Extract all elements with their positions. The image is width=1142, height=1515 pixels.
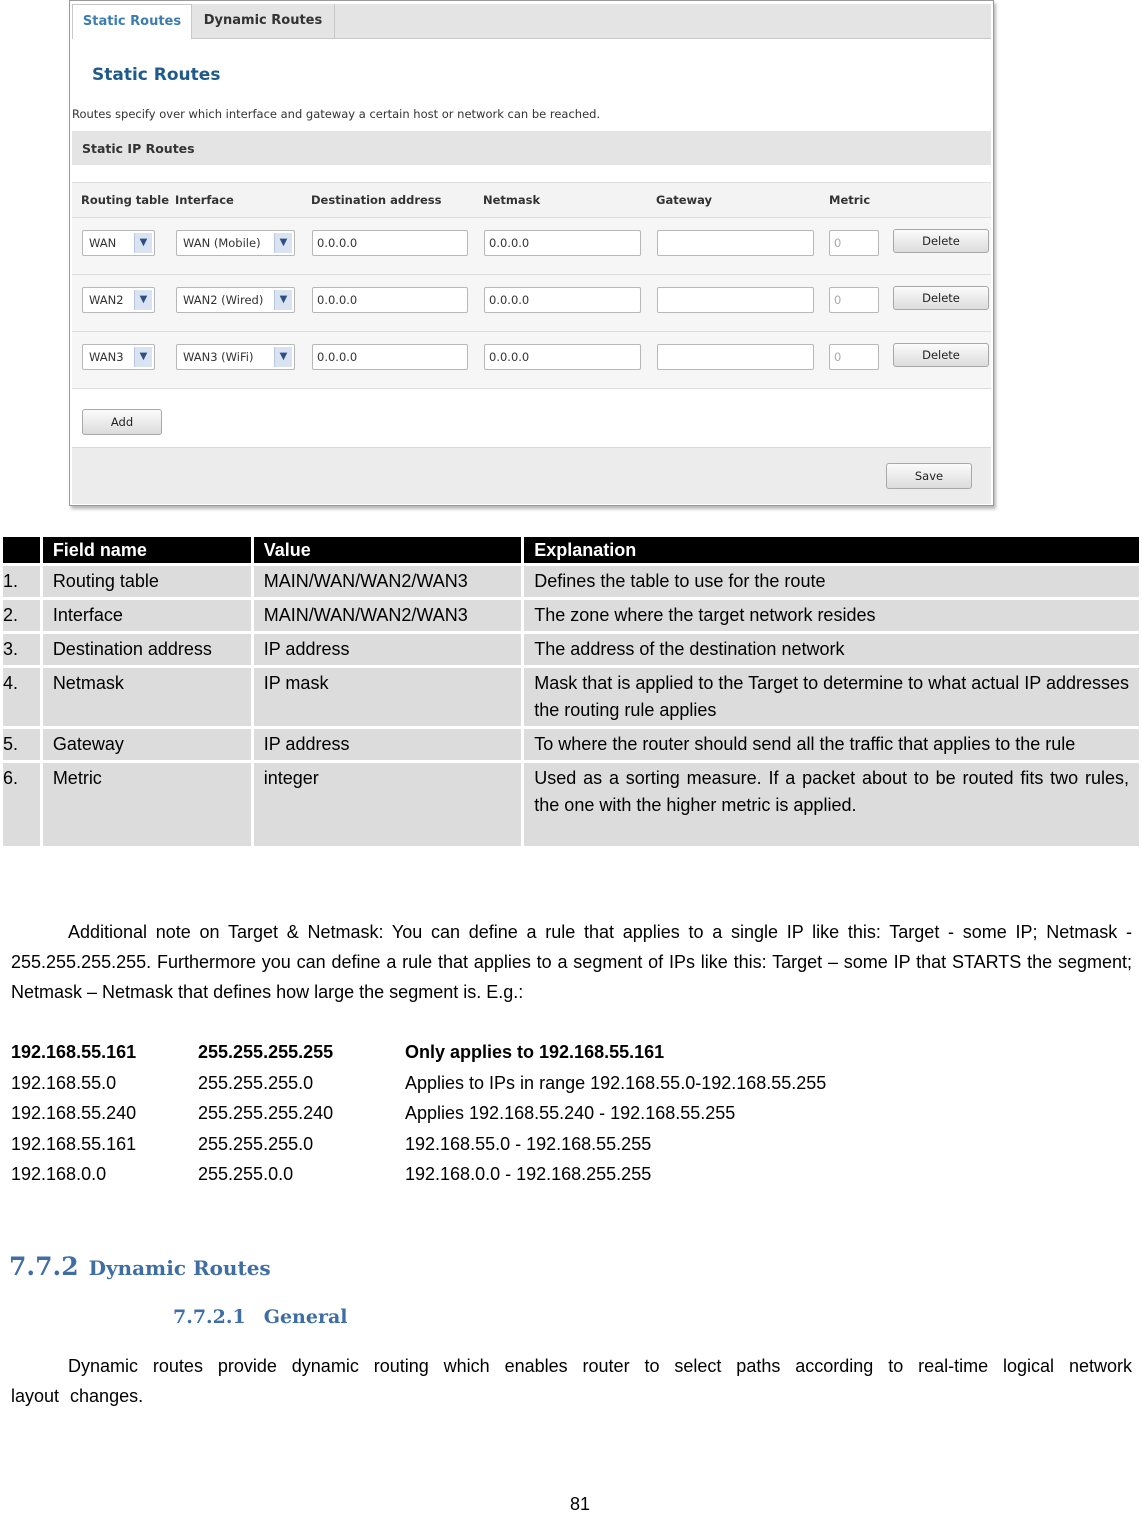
example-result: 192.168.55.0 - 192.168.55.255: [405, 1133, 652, 1154]
general-paragraph: Dynamic routes provide dynamic routing which enables router to select paths according to real-time logical network layout changes.: [11, 1356, 1132, 1406]
field-value: integer: [254, 763, 522, 846]
list-item: [11, 1129, 1111, 1160]
table-row: [3, 763, 1139, 846]
field-name: Metric: [43, 763, 251, 846]
field-explanation: The address of the destination network: [524, 634, 1139, 665]
row-number: 5.: [3, 729, 40, 760]
example-netmask: 255.255.255.240: [198, 1103, 334, 1123]
column-header: Gateway: [656, 193, 713, 207]
netmask-input[interactable]: 0.0.0.0: [484, 344, 641, 370]
delete-button[interactable]: Delete: [893, 229, 989, 253]
metric-input[interactable]: 0: [829, 230, 879, 256]
routing-table-value: WAN3: [89, 350, 124, 364]
field-explanation: Mask that is applied to the Target to determine to what actual IP addresses the routing rule applies: [524, 668, 1139, 726]
table-row: [3, 600, 1139, 631]
row-number: 6.: [3, 763, 40, 846]
tab-bar: [72, 4, 991, 39]
example-result: 192.168.0.0 - 192.168.255.255: [405, 1164, 652, 1184]
chevron-down-icon: ▼: [274, 290, 292, 310]
routing-table-value: WAN2: [89, 293, 124, 307]
column-header: Metric: [829, 193, 871, 207]
row-number: 3.: [3, 634, 40, 665]
field-value: IP mask: [254, 668, 522, 726]
tab-dynamic-routes[interactable]: Dynamic Routes: [192, 4, 335, 38]
column-header: Explanation: [524, 537, 1139, 563]
field-name: Interface: [43, 600, 251, 631]
column-header: Field name: [43, 537, 251, 563]
netmask-input[interactable]: 0.0.0.0: [484, 230, 641, 256]
example-result: Only applies to 192.168.55.161: [405, 1042, 665, 1062]
interface-select[interactable]: [176, 230, 295, 256]
routing-table-select[interactable]: [82, 230, 155, 256]
field-name: Destination address: [43, 634, 251, 665]
examples-list: [11, 1037, 1111, 1190]
field-explanation: The zone where the target network resides: [524, 600, 1139, 631]
example-target: 192.168.0.0: [11, 1164, 107, 1184]
field-value: MAIN/WAN/WAN2/WAN3: [254, 600, 522, 631]
interface-value: WAN3 (WiFi): [183, 350, 254, 364]
example-target: 192.168.55.161: [11, 1042, 137, 1062]
example-netmask: 255.255.255.255: [198, 1042, 334, 1062]
page-description: Routes specify over which interface and gateway a certain host or network can be reached.: [72, 107, 601, 121]
chevron-down-icon: ▼: [134, 347, 152, 367]
gateway-input[interactable]: [657, 344, 814, 370]
netmask-note: Additional note on Target & Netmask: You can define a rule that applies to a single IP like this: Target - some IP; Netmask - 255.255.255.255. Furthermore you can define a rule that applies to a segment of IPs like this: Target – some IP that STARTS the segment; Netmask – Netmask that defines how large the segment is. E.g.:: [11, 922, 1132, 1002]
destination-input[interactable]: 0.0.0.0: [312, 344, 468, 370]
add-button[interactable]: Add: [82, 409, 162, 435]
table-row: [3, 729, 1139, 760]
section-title: Dynamic Routes: [88, 1256, 271, 1280]
routing-table-value: WAN: [89, 236, 117, 250]
interface-select[interactable]: [176, 287, 295, 313]
field-explanation: Used as a sorting measure. If a packet about to be routed fits two rules, the one with the higher metric is applied.: [524, 763, 1139, 846]
subsection-heading: [173, 1306, 348, 1328]
subsection-title: General: [263, 1306, 348, 1328]
example-target: 192.168.55.161: [11, 1133, 137, 1154]
example-netmask: 255.255.0.0: [198, 1164, 294, 1184]
table-row: [72, 275, 991, 332]
chevron-down-icon: ▼: [274, 347, 292, 367]
table-row: [3, 668, 1139, 726]
column-header: Value: [254, 537, 522, 563]
table-header-row: [3, 537, 1139, 563]
page-number: 81: [569, 1494, 591, 1514]
example-result: Applies 192.168.55.240 - 192.168.55.255: [405, 1103, 736, 1123]
field-explanation: Defines the table to use for the route: [524, 566, 1139, 597]
static-routes-screenshot: [69, 0, 994, 506]
example-target: 192.168.55.0: [11, 1072, 117, 1093]
netmask-input[interactable]: 0.0.0.0: [484, 287, 641, 313]
row-number: 4.: [3, 668, 40, 726]
list-item: [11, 1159, 1111, 1190]
example-target: 192.168.55.240: [11, 1103, 137, 1123]
chevron-down-icon: ▼: [274, 233, 292, 253]
routing-table-select[interactable]: [82, 344, 155, 370]
save-button[interactable]: Save: [886, 463, 972, 489]
subsection-number: 7.7.2.1: [173, 1306, 246, 1328]
section-heading: [9, 1252, 271, 1281]
footer-bar: [72, 447, 991, 504]
column-header: Interface: [175, 193, 234, 207]
field-name: Gateway: [43, 729, 251, 760]
destination-input[interactable]: 0.0.0.0: [312, 287, 468, 313]
chevron-down-icon: ▼: [134, 233, 152, 253]
gateway-input[interactable]: [657, 230, 814, 256]
interface-value: WAN2 (Wired): [183, 293, 264, 307]
field-name: Routing table: [43, 566, 251, 597]
field-name: Netmask: [43, 668, 251, 726]
table-row: [3, 634, 1139, 665]
interface-value: WAN (Mobile): [183, 236, 261, 250]
metric-input[interactable]: 0: [829, 344, 879, 370]
interface-select[interactable]: [176, 344, 295, 370]
row-number: 2.: [3, 600, 40, 631]
destination-input[interactable]: 0.0.0.0: [312, 230, 468, 256]
field-table: [0, 534, 1142, 849]
column-header: [3, 537, 40, 563]
list-item: [11, 1068, 1111, 1099]
column-header: Netmask: [483, 193, 541, 207]
example-result: Applies to IPs in range 192.168.55.0-192.168.55.255: [405, 1072, 827, 1093]
chevron-down-icon: ▼: [134, 290, 152, 310]
routing-table-select[interactable]: [82, 287, 155, 313]
table-row: [72, 332, 991, 389]
column-header: Routing table: [81, 193, 170, 207]
column-header: Destination address: [311, 193, 442, 207]
routes-table-header: [72, 182, 991, 218]
field-value: IP address: [254, 634, 522, 665]
row-number: 1.: [3, 566, 40, 597]
delete-button[interactable]: Delete: [893, 343, 989, 367]
section-title: Static IP Routes: [82, 141, 195, 156]
example-netmask: 255.255.255.0: [198, 1072, 314, 1093]
field-value: MAIN/WAN/WAN2/WAN3: [254, 566, 522, 597]
tab-static-routes[interactable]: Static Routes: [72, 4, 192, 39]
list-item: [11, 1037, 1111, 1068]
gateway-input[interactable]: [657, 287, 814, 313]
metric-input[interactable]: 0: [829, 287, 879, 313]
example-netmask: 255.255.255.0: [198, 1133, 314, 1154]
section-header: [72, 131, 991, 165]
delete-button[interactable]: Delete: [893, 286, 989, 310]
field-explanation: To where the router should send all the traffic that applies to the rule: [524, 729, 1139, 760]
section-number: 7.7.2: [9, 1252, 79, 1281]
table-row: [3, 566, 1139, 597]
list-item: [11, 1098, 1111, 1129]
table-row: [72, 218, 991, 275]
field-value: IP address: [254, 729, 522, 760]
page-title: Static Routes: [92, 65, 221, 85]
